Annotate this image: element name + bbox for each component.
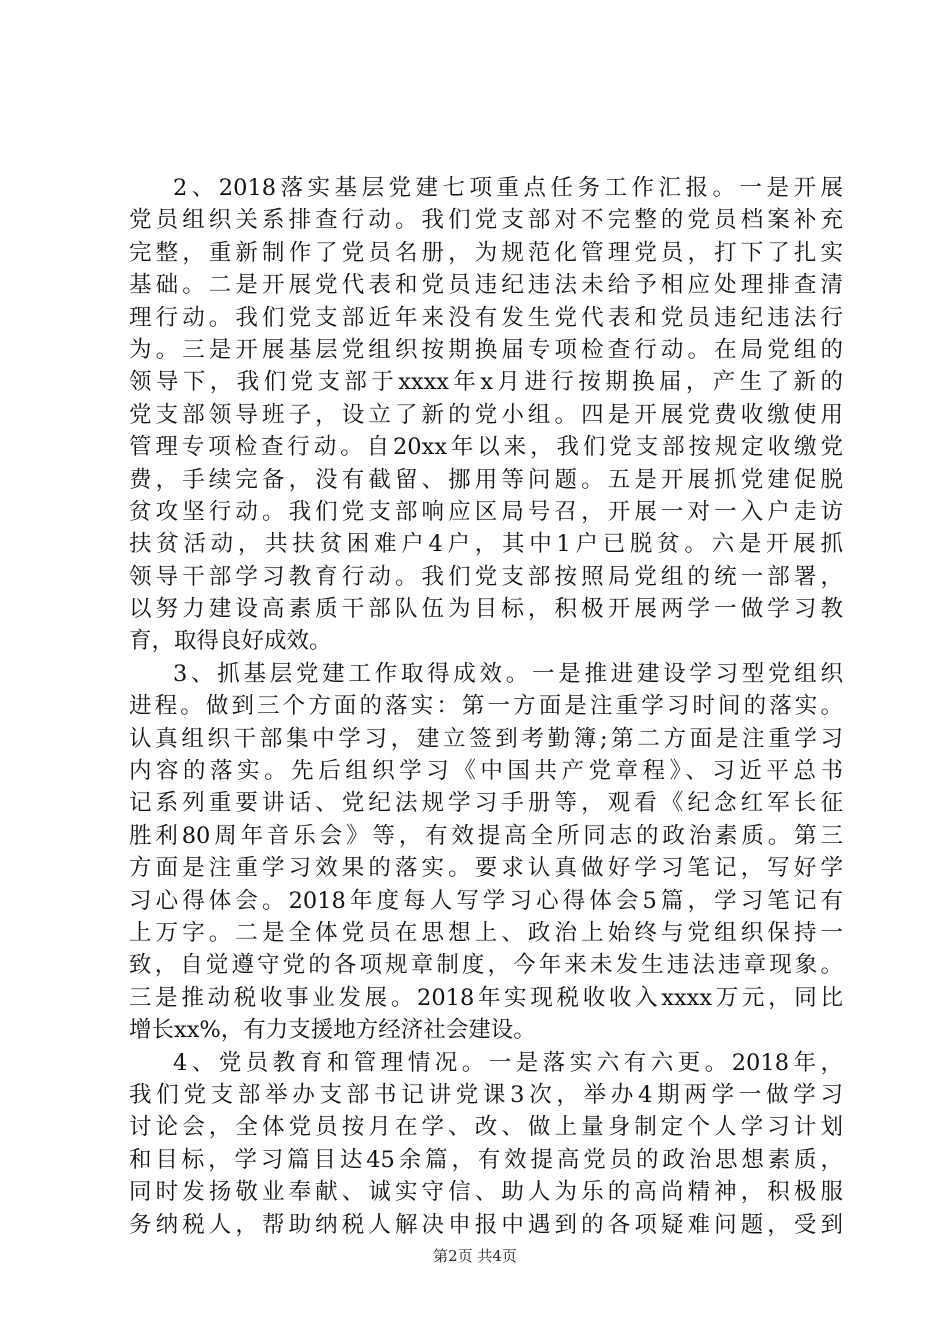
paragraph-line: 基础。二是开展党代表和党员违纪违法未给予相应处理排查清	[129, 272, 843, 299]
paragraph-line: 务纳税人，帮助纳税人解决申报中遇到的各项疑难问题，受到	[129, 1211, 843, 1238]
paragraph-line: 习心得体会。2018年度每人写学习心得体会5篇，学习笔记有	[129, 887, 843, 914]
paragraph-line: 费，手续完备，没有截留、挪用等问题。五是开展抓党建促脱	[129, 466, 843, 493]
paragraph	[129, 172, 843, 658]
paragraph-line: 进程。做到三个方面的落实：第一方面是注重学习时间的落实。	[129, 693, 843, 720]
page-number-footer: 第2页 共4页	[433, 1247, 517, 1265]
paragraph-line: 育，取得良好成效。	[129, 628, 332, 655]
paragraph-line: 管理专项检查行动。自20xx年以来，我们党支部按规定收缴党	[129, 434, 843, 461]
paragraph-line: 胜利80周年音乐会》等，有效提高全所同志的政治素质。第三	[129, 822, 843, 849]
paragraph-line: 记系列重要讲话、党纪法规学习手册等，观看《纪念红军长征	[129, 790, 843, 817]
paragraph-line: 4、党员教育和管理情况。一是落实六有六更。2018年，	[173, 1049, 843, 1076]
paragraph-line: 内容的落实。先后组织学习《中国共产党章程》、习近平总书	[129, 758, 843, 785]
paragraph-line: 以努力建设高素质干部队伍为目标，积极开展两学一做学习教	[129, 596, 843, 623]
paragraph-line: 理行动。我们党支部近年来没有发生党代表和党员违纪违法行	[129, 304, 843, 331]
paragraph-line: 同时发扬敬业奉献、诚实守信、助人为乐的高尚精神，积极服	[129, 1179, 843, 1206]
paragraph	[129, 1047, 843, 1241]
paragraph-line: 党支部领导班子，设立了新的党小组。四是开展党费收缴使用	[129, 401, 843, 428]
document-body	[129, 172, 843, 1241]
paragraph-line: 上万字。二是全体党员在思想上、政治上始终与党组织保持一	[129, 919, 843, 946]
paragraph-line: 方面是注重学习效果的落实。要求认真做好学习笔记，写好学	[129, 855, 843, 882]
paragraph-line: 致，自觉遵守党的各项规章制度，今年来未发生违法违章现象。	[129, 952, 843, 979]
paragraph	[129, 658, 843, 1047]
paragraph-line: 我们党支部举办支部书记讲党课3次，举办4期两学一做学习	[129, 1081, 843, 1108]
paragraph-line: 和目标，学习篇目达45余篇，有效提高党员的政治思想素质，	[129, 1146, 843, 1173]
paragraph-line: 增长xx%，有力支援地方经济社会建设。	[129, 1017, 536, 1044]
paragraph-line: 领导干部学习教育行动。我们党支部按照局党组的统一部署，	[129, 563, 843, 590]
paragraph-line: 讨论会，全体党员按月在学、改、做上量身制定个人学习计划	[129, 1114, 843, 1141]
paragraph-line: 3、抓基层党建工作取得成效。一是推进建设学习型党组织	[173, 660, 843, 687]
paragraph-line: 2、2018落实基层党建七项重点任务工作汇报。一是开展	[173, 175, 843, 201]
paragraph-line: 认真组织干部集中学习，建立签到考勤簿;第二方面是注重学习	[129, 725, 843, 752]
paragraph-line: 贫攻坚行动。我们党支部响应区局号召，开展一对一入户走访	[129, 498, 843, 525]
paragraph-line: 三是推动税收事业发展。2018年实现税收收入xxxx万元，同比	[129, 984, 843, 1011]
paragraph-line: 完整，重新制作了党员名册，为规范化管理党员，打下了扎实	[129, 239, 843, 266]
paragraph-line: 为。三是开展基层党组织按期换届专项检查行动。在局党组的	[129, 336, 843, 363]
paragraph-line: 扶贫活动，共扶贫困难户4户，其中1户已脱贫。六是开展抓	[129, 531, 843, 558]
paragraph-line: 领导下，我们党支部于xxxx年x月进行按期换届，产生了新的	[129, 369, 843, 396]
paragraph-line: 党员组织关系排查行动。我们党支部对不完整的党员档案补充	[129, 207, 843, 234]
